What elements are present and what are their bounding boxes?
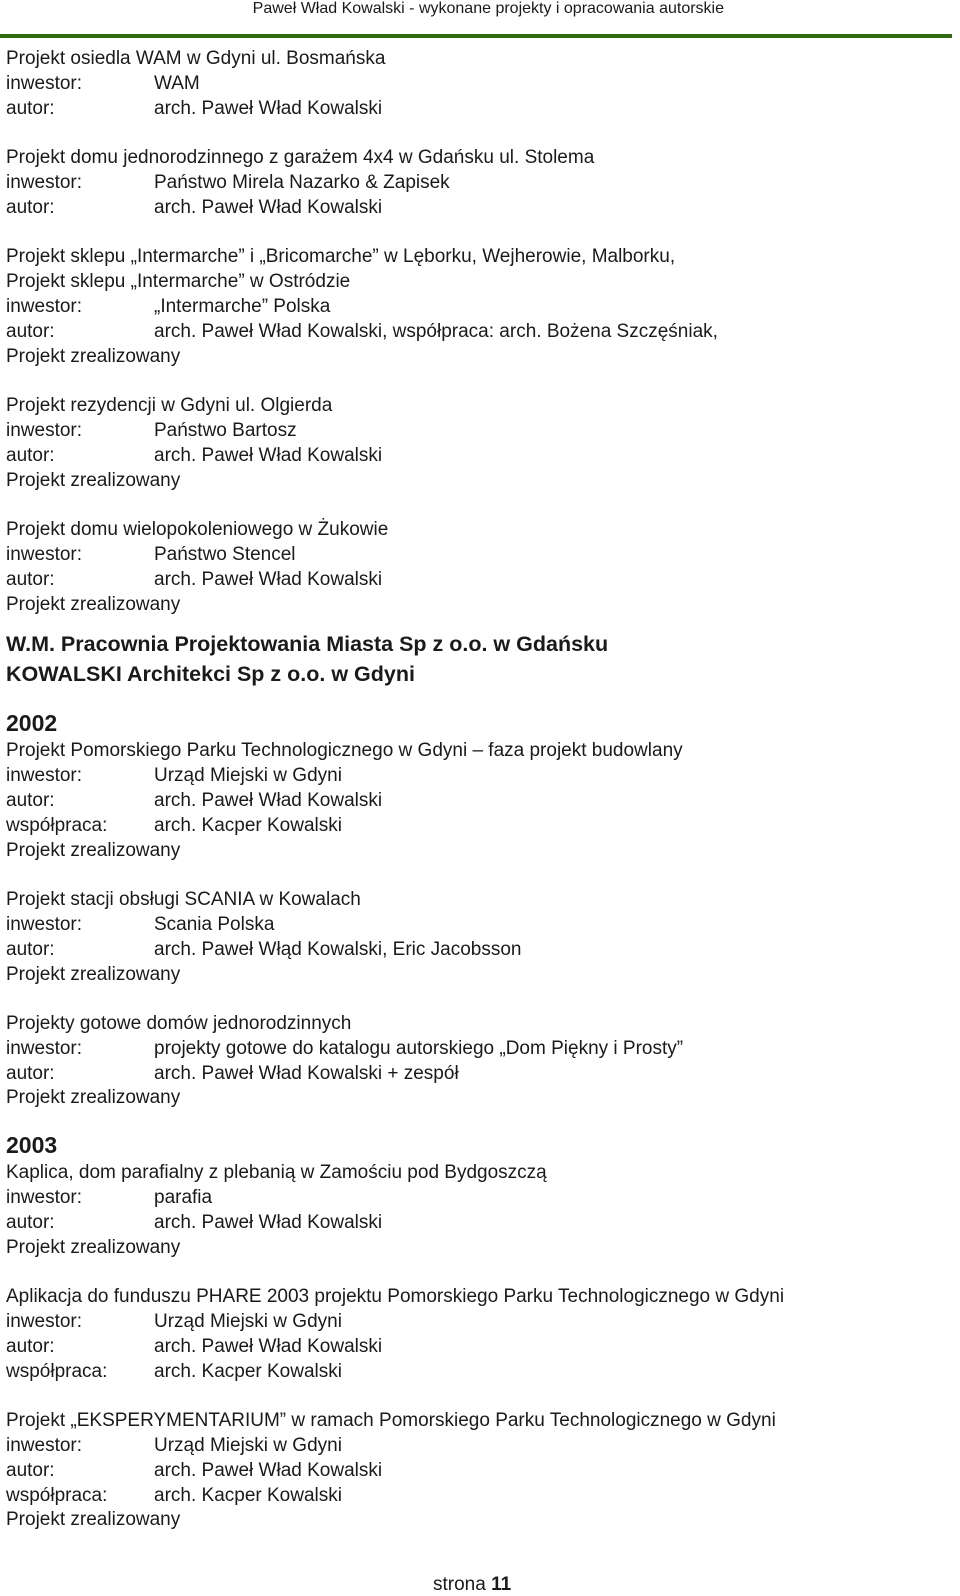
project-investor-row	[6, 764, 946, 789]
row-value: arch. Paweł Wład Kowalski	[154, 196, 383, 218]
project-investor-row	[6, 1037, 946, 1062]
project-title: Projekty gotowe domów jednorodzinnych	[6, 1013, 352, 1035]
page-header	[0, 0, 952, 38]
page-content	[6, 47, 946, 1533]
project-title: Projekt rezydencji w Gdyni ul. Olgierda	[6, 395, 333, 417]
project-title: Projekt osiedla WAM w Gdyni ul. Bosmańska	[6, 48, 386, 69]
project-entry	[6, 47, 946, 121]
row-value: Państwo Bartosz	[154, 419, 297, 441]
row-value: arch. Paweł Wład Kowalski	[154, 568, 383, 590]
project-title-continued: Projekt sklepu „Intermarche” w Ostródzie	[6, 271, 351, 293]
row-label: inwestor:	[6, 419, 83, 441]
project-investor-row	[6, 1310, 946, 1335]
row-value: Urząd Miejski w Gdyni	[154, 1311, 342, 1333]
row-label: współpraca:	[6, 814, 108, 836]
project-author-row	[6, 1062, 946, 1087]
project-entry	[6, 1161, 946, 1260]
row-value: Urząd Miejski w Gdyni	[154, 765, 342, 787]
row-label: autor:	[6, 1211, 55, 1233]
row-label: autor:	[6, 444, 55, 466]
row-value: arch. Paweł Wład Kowalski	[154, 1211, 383, 1233]
row-label: inwestor:	[6, 295, 83, 317]
project-status: Projekt zrealizowany	[6, 593, 181, 615]
row-value: arch. Kacper Kowalski	[154, 1360, 342, 1382]
project-author-row	[6, 97, 946, 122]
project-author-row	[6, 789, 946, 814]
project-entry	[6, 739, 946, 863]
project-title: Projekt sklepu „Intermarche” i „Bricomarche” w Lęborku, Wejherowie, Malborku,	[6, 246, 676, 268]
project-author-row	[6, 444, 946, 469]
row-label: autor:	[6, 1459, 55, 1481]
row-value: Państwo Stencel	[154, 543, 296, 565]
row-label: inwestor:	[6, 1187, 83, 1209]
project-status: Projekt zrealizowany	[6, 963, 181, 985]
row-label: autor:	[6, 1335, 55, 1357]
project-status: Projekt zrealizowany	[6, 1509, 181, 1531]
row-value: arch. Paweł Wład Kowalski, współpraca: arch. Bożena Szczęśniak,	[154, 320, 718, 342]
row-value: arch. Kacper Kowalski	[154, 814, 342, 836]
row-label: inwestor:	[6, 72, 83, 94]
row-label: autor:	[6, 1062, 55, 1084]
project-entry	[6, 888, 946, 987]
row-label: autor:	[6, 789, 55, 811]
project-status: Projekt zrealizowany	[6, 345, 181, 367]
row-label: inwestor:	[6, 913, 83, 935]
row-label: inwestor:	[6, 1435, 83, 1457]
row-label: inwestor:	[6, 765, 83, 787]
row-value: arch. Paweł Wład Kowalski	[154, 1335, 383, 1357]
project-entry	[6, 1409, 946, 1533]
row-label: inwestor:	[6, 1037, 83, 1059]
project-status: Projekt zrealizowany	[6, 1087, 181, 1109]
row-value: Państwo Mirela Nazarko & Zapisek	[154, 171, 450, 193]
row-label: inwestor:	[6, 1311, 83, 1333]
row-value: arch. Paweł Wład Kowalski + zespół	[154, 1062, 459, 1084]
row-value: arch. Paweł Włąd Kowalski, Eric Jacobsson	[154, 938, 522, 960]
project-entry	[6, 394, 946, 493]
project-investor-row	[6, 1434, 946, 1459]
row-value: WAM	[154, 72, 200, 94]
row-value: arch. Paweł Wład Kowalski	[154, 444, 383, 466]
project-investor-row	[6, 295, 946, 320]
project-investor-row	[6, 171, 946, 196]
project-title: Projekt domu wielopokoleniowego w Żukowie	[6, 519, 389, 541]
project-author-row	[6, 196, 946, 221]
row-label: autor:	[6, 320, 55, 342]
project-author-row	[6, 568, 946, 593]
project-collaboration-row	[6, 814, 946, 839]
project-title: Projekt domu jednorodzinnego z garażem 4x4 w Gdańsku ul. Stolema	[6, 147, 595, 169]
project-entry	[6, 245, 946, 369]
project-status: Projekt zrealizowany	[6, 1236, 181, 1258]
project-title: Projekt stacji obsługi SCANIA w Kowalach	[6, 889, 361, 911]
page-number-label: strona	[433, 1574, 486, 1595]
row-value: „Intermarche” Polska	[154, 295, 331, 317]
project-entry	[6, 518, 946, 617]
project-investor-row	[6, 1186, 946, 1211]
row-value: projekty gotowe do katalogu autorskiego „Dom Piękny i Prosty”	[154, 1037, 684, 1059]
row-label: autor:	[6, 938, 55, 960]
year-heading: 2002	[6, 710, 58, 737]
header-title: Paweł Wład Kowalski - wykonane projekty i opracowania autorskie	[252, 0, 724, 17]
project-collaboration-row	[6, 1360, 946, 1385]
page-footer	[433, 1574, 511, 1596]
row-value: arch. Paweł Wład Kowalski	[154, 789, 383, 811]
page-number: 11	[491, 1574, 512, 1595]
project-title: Aplikacja do funduszu PHARE 2003 projektu Pomorskiego Parku Technologicznego w Gdyni	[6, 1286, 785, 1308]
row-value: parafia	[154, 1187, 213, 1209]
row-label: autor:	[6, 97, 55, 119]
project-collaboration-row	[6, 1484, 946, 1509]
project-author-row	[6, 1335, 946, 1360]
row-label: inwestor:	[6, 543, 83, 565]
row-value: Scania Polska	[154, 913, 275, 935]
row-value: arch. Paweł Wład Kowalski	[154, 1459, 383, 1481]
project-entry	[6, 1012, 946, 1111]
row-label: inwestor:	[6, 171, 83, 193]
project-investor-row	[6, 913, 946, 938]
year-heading: 2003	[6, 1132, 58, 1159]
project-author-row	[6, 1459, 946, 1484]
project-author-row	[6, 938, 946, 963]
company-heading: W.M. Pracownia Projektowania Miasta Sp z o.o. w Gdańsku	[6, 632, 609, 657]
project-investor-row	[6, 72, 946, 97]
row-value: arch. Paweł Wład Kowalski	[154, 97, 383, 119]
project-title: Kaplica, dom parafialny z plebanią w Zamościu pod Bydgoszczą	[6, 1162, 547, 1184]
project-title: Projekt Pomorskiego Parku Technologicznego w Gdyni – faza projekt budowlany	[6, 740, 683, 762]
project-status: Projekt zrealizowany	[6, 469, 181, 491]
row-value: arch. Kacper Kowalski	[154, 1484, 342, 1506]
project-author-row	[6, 320, 946, 345]
project-investor-row	[6, 419, 946, 444]
row-label: autor:	[6, 568, 55, 590]
row-value: Urząd Miejski w Gdyni	[154, 1435, 342, 1457]
company-heading: KOWALSKI Architekci Sp z o.o. w Gdyni	[6, 662, 415, 687]
project-entry	[6, 1285, 946, 1384]
project-author-row	[6, 1211, 946, 1236]
project-investor-row	[6, 543, 946, 568]
project-status: Projekt zrealizowany	[6, 839, 181, 861]
row-label: współpraca:	[6, 1360, 108, 1382]
row-label: autor:	[6, 196, 55, 218]
row-label: współpraca:	[6, 1484, 108, 1506]
project-entry	[6, 146, 946, 220]
project-title: Projekt „EKSPERYMENTARIUM” w ramach Pomorskiego Parku Technologicznego w Gdyni	[6, 1410, 776, 1432]
